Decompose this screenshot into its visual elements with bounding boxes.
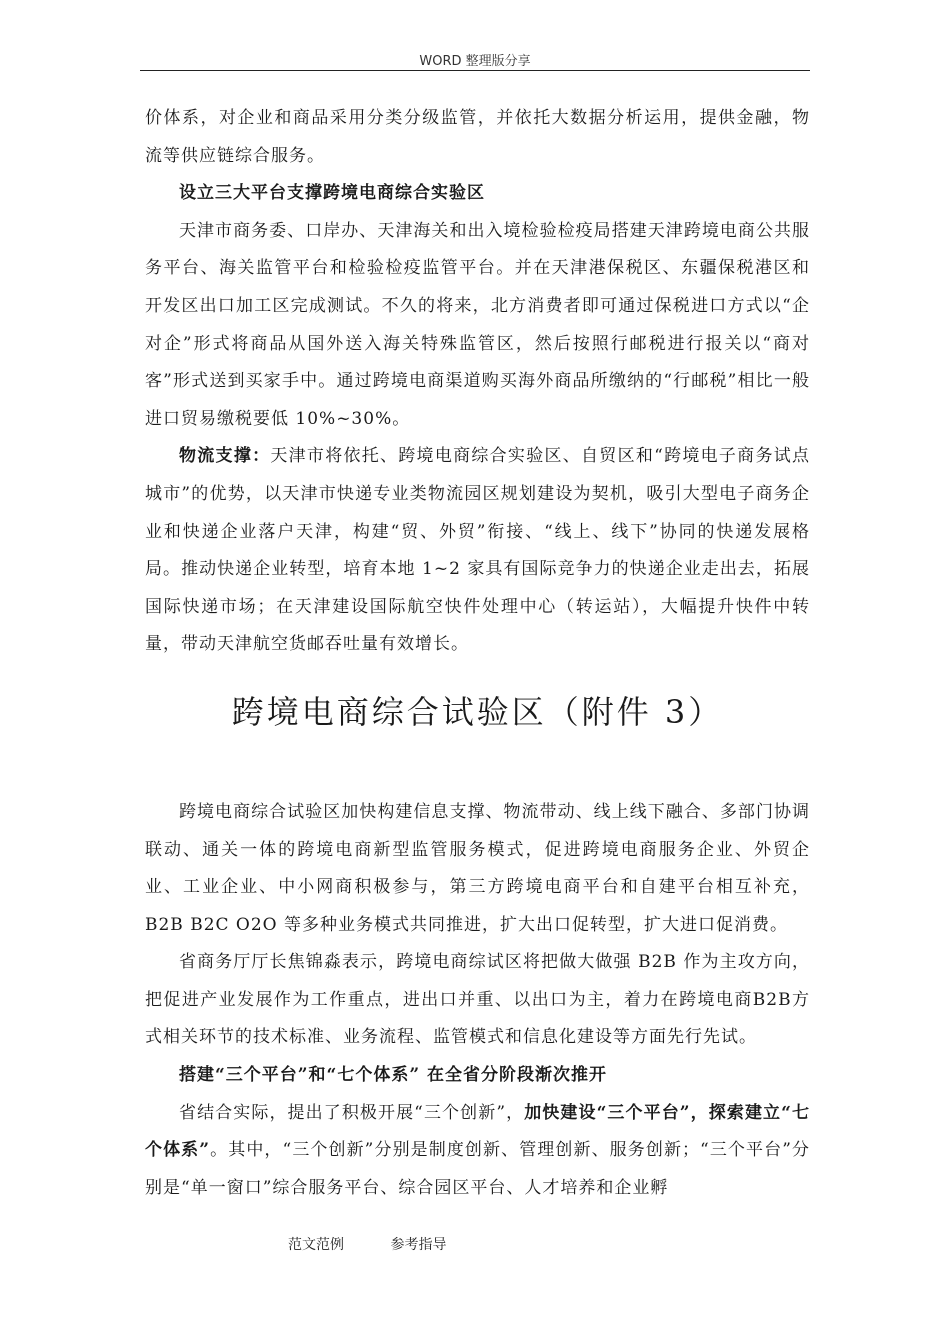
page-header: WORD 整理版分享: [419, 54, 531, 69]
paragraph-pilot-zone: 跨境电商综合试验区加快构建信息支撑、物流带动、线上线下融合、多部门协调联动、通关一体的跨境电商新型监管服务模式，促进跨境电商服务企业、外贸企业、工业企业、中小网商积极参与，第三方跨境电商平台和自建平台相互补充，B2B B2C O2O 等多种业务模式共同推进，扩大出口促转型，扩大进口促消费。: [145, 801, 810, 935]
innovations-text-bold: 加快建设“三个平台”，探索建立“七个体系”: [145, 1102, 810, 1161]
paragraph-continuation: 价体系，对企业和商品采用分类分级监管，并依托大数据分析运用，提供金融，物流等供应链综合服务。: [145, 108, 810, 166]
footer-left: 范文范例: [288, 1237, 344, 1253]
paragraph-platforms: 天津市商务委、口岸办、天津海关和出入境检验检疫局搭建天津跨境电商公共服务平台、海关监管平台和检验检疫监管平台。并在天津港保税区、东疆保税港区和开发区出口加工区完成测试。不久的将来，北方消费者即可通过保税进口方式以“企对企”形式将商品从国外送入海关特殊监管区，然后按照行邮税进行报关以“商对客”形式送到买家手中。通过跨境电商渠道购买海外商品所缴纳的“行邮税”相比一般进口贸易缴税要低 10%~30%。: [145, 220, 810, 429]
section-heading-three-platforms: 搭建“三个平台”和“七个体系” 在全省分阶段渐次推开: [179, 1065, 608, 1086]
page-footer: [288, 1234, 488, 1254]
paragraph-innovations: [145, 1095, 810, 1208]
logistics-label: 物流支撑：: [179, 446, 271, 467]
header-divider: [140, 70, 810, 71]
innovations-text-c: 。其中，“三个创新”分别是制度创新、管理创新、服务创新；“三个平台”分别是“单一窗口”综合服务平台、综合园区平台、人才培养和企业孵: [145, 1140, 810, 1198]
document-body: [145, 100, 810, 1207]
innovations-text-a: 省结合实际，提出了积极开展“三个创新”，: [179, 1102, 525, 1123]
logistics-text: 天津市将依托、跨境电商综合实验区、自贸区和“跨境电子商务试点城市”的优势，以天津市快递专业类物流园区规划建设为契机，吸引大型电子商务企业和快递企业落户天津，构建“贸、外贸”衔接、“线上、线下”协同的快递发展格局。推动快递企业转型，培育本地 1~2 家具有国际竞争力的快递企业走出去，拓展国际快递市场；在天津建设国际航空快件处理中心（转运站），大幅提升快件中转量，带动天津航空货邮吞吐量有效增长。: [145, 446, 810, 655]
footer-right: 参考指导: [390, 1237, 447, 1253]
document-title: 跨境电商综合试验区（附件 3）: [231, 692, 724, 731]
section-heading-platforms: 设立三大平台支撑跨境电商综合实验区: [179, 183, 485, 204]
paragraph-director-statement: 省商务厅厅长焦锦淼表示，跨境电商综试区将把做大做强 B2B 作为主攻方向，把促进产业发展作为工作重点，进出口并重、以出口为主，着力在跨境电商B2B方式相关环节的技术标准、业务流程、监管模式和信息化建设等方面先行先试。: [145, 952, 810, 1048]
paragraph-logistics: [145, 438, 810, 664]
